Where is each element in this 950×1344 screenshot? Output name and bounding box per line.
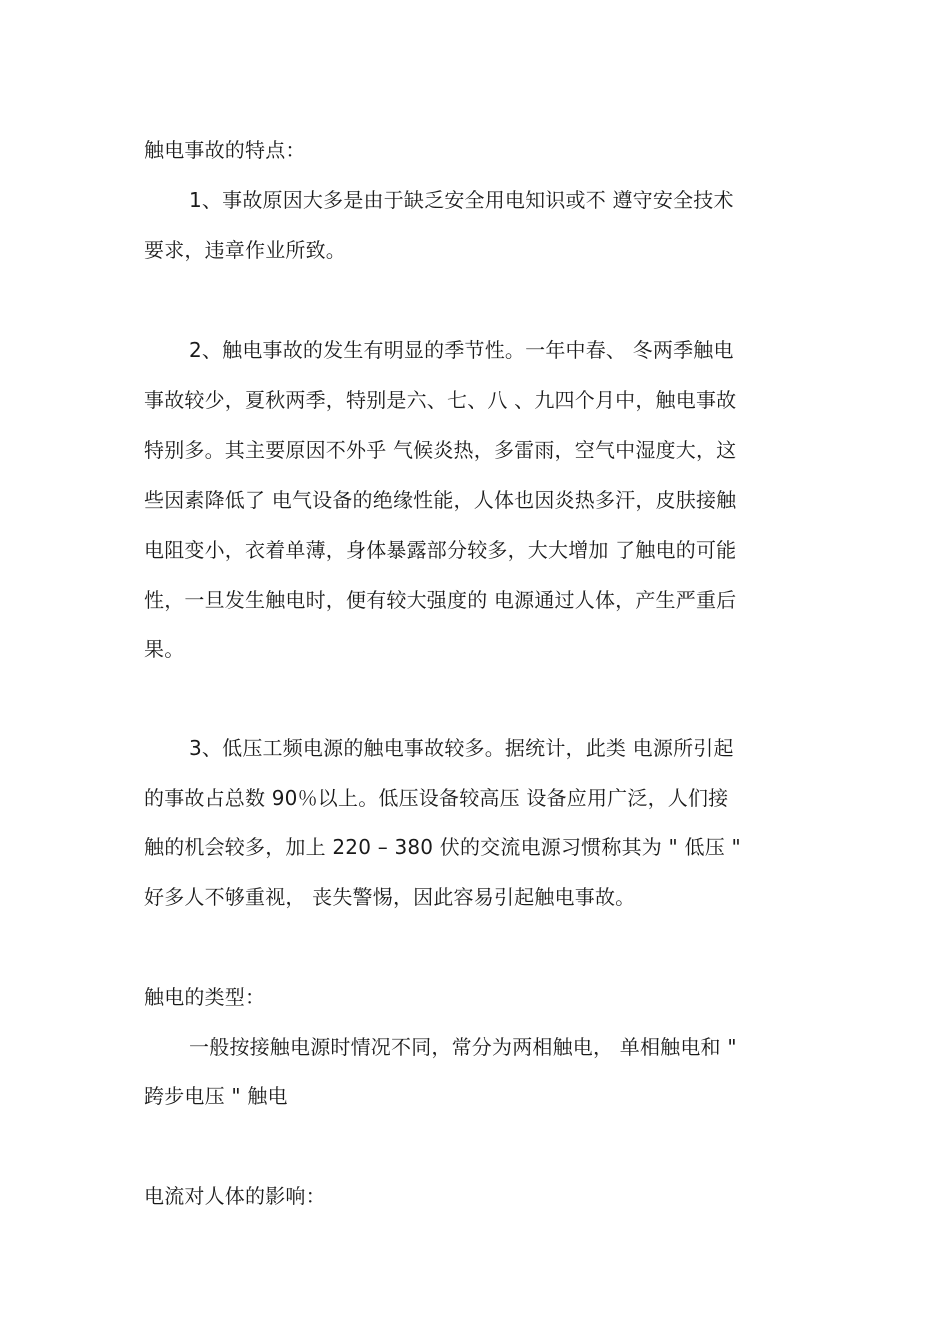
item2-line: 些因素降低了 电气设备的绝缘性能，人体也因炎热多汗，皮肤接触 <box>144 488 737 512</box>
item3-line: 触的机会较多，加上 220 – 380 伏的交流电源习惯称其为 " 低压 " <box>144 835 741 859</box>
item2-line: 电阻变小，衣着单薄，身体暴露部分较多，大大增加 了触电的可能 <box>144 538 737 562</box>
item2-line: 果。 <box>144 637 185 661</box>
item1-line: 要求，违章作业所致。 <box>144 238 346 262</box>
types-paragraph-line: 跨步电压 " 触电 <box>144 1084 288 1108</box>
heading-electric-shock-types: 触电的类型： <box>144 985 266 1009</box>
item2-line: 特别多。其主要原因不外乎 气候炎热，多雷雨，空气中湿度大，这 <box>144 438 737 462</box>
item3-line: 好多人不够重视， 丧失警惕，因此容易引起触电事故。 <box>144 885 636 909</box>
item3-line: 的事故占总数 90％以上。低压设备较高压 设备应用广泛，人们接 <box>144 786 729 810</box>
item2-line: 事故较少，夏秋两季，特别是六、七、八 、九四个月中，触电事故 <box>144 388 737 412</box>
heading-accident-features: 触电事故的特点： <box>144 138 306 162</box>
heading-current-effects: 电流对人体的影响： <box>144 1184 326 1208</box>
item2-line: 性，一旦发生触电时，便有较大强度的 电源通过人体，产生严重后 <box>144 588 737 612</box>
item1-line: 1、事故原因大多是由于缺乏安全用电知识或不 遵守安全技术 <box>189 188 734 212</box>
item2-line: 2、触电事故的发生有明显的季节性。一年中春、 冬两季触电 <box>189 338 734 362</box>
item3-line: 3、低压工频电源的触电事故较多。据统计，此类 电源所引起 <box>189 736 734 760</box>
types-paragraph-line: 一般按接触电源时情况不同，常分为两相触电， 单相触电和 " <box>189 1035 737 1059</box>
